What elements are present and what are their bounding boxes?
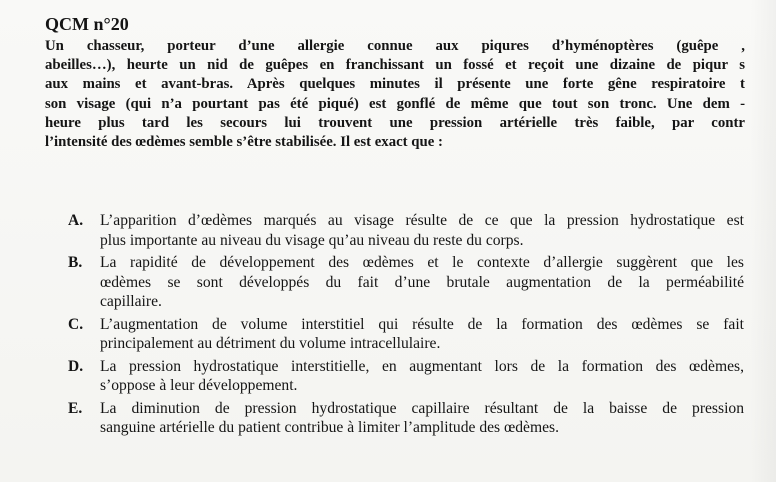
option-letter: E. (68, 399, 83, 417)
option-text (100, 357, 744, 396)
answer-option-d[interactable] (68, 357, 744, 396)
option-letter: B. (68, 254, 83, 271)
stem-line: heure plus tard les secours lui trouvent une pression artérielle très faible, par contr (45, 114, 745, 131)
option-letter: D. (68, 357, 84, 375)
option-text (100, 253, 744, 312)
option-line: principalement au détriment du volume intracellulaire. (100, 335, 441, 352)
option-line: s’oppose à leur développement. (100, 377, 298, 394)
stem-line: son visage (qui n’a pourtant pas été piqué) est gonflé de même que tout son tronc. Une dem - (45, 95, 745, 112)
stem-line: Un chasseur, porteur d’une allergie connue aux piqures d’hyménoptères (guêpe , (45, 38, 745, 54)
option-line: œdèmes se sont développés du fait d’une brutale augmentation de la perméabilité (100, 273, 744, 291)
option-line: La diminution de pression hydrostatique capillaire résultant de la baisse de pression (100, 399, 744, 417)
answer-option-b[interactable] (68, 253, 744, 312)
option-text (100, 315, 744, 354)
option-letter: C. (68, 315, 84, 333)
option-line: plus importante au niveau du visage qu’au niveau du reste du corps. (100, 231, 524, 249)
question-title: QCM n°20 (45, 14, 129, 34)
answer-options (68, 211, 744, 441)
option-line: L’apparition d’œdèmes marqués au visage résulte de ce que la pression hydrostatique est (100, 212, 744, 229)
stem-line: aux mains et avant-bras. Après quelques minutes il présente une forte gêne respiratoire t (45, 76, 745, 93)
answer-option-a[interactable] (68, 211, 744, 250)
option-line: L’augmentation de volume interstitiel qui résulte de la formation des œdèmes se fait (100, 315, 744, 333)
option-line: La rapidité de développement des œdèmes et le contexte d’allergie suggèrent que les (100, 254, 744, 271)
answer-option-c[interactable] (68, 315, 744, 354)
option-line: sanguine artérielle du patient contribue à limiter l’amplitude des œdèmes. (100, 419, 559, 436)
stem-line: abeilles…), heurte un nid de guêpes en franchissant un fossé et reçoit une dizaine de piqur s (45, 57, 745, 74)
scan-edge-shadow (750, 0, 776, 482)
stem-line: l’intensité des œdèmes semble s’être stabilisée. Il est exact que : (45, 133, 443, 150)
option-line: La pression hydrostatique interstitielle, en augmentant lors de la formation des œdèmes, (100, 357, 744, 375)
question-stem (45, 37, 745, 152)
option-letter: A. (68, 212, 84, 229)
option-text (100, 211, 744, 250)
answer-option-e[interactable] (68, 399, 744, 438)
option-text (100, 399, 744, 438)
option-line: capillaire. (100, 293, 162, 310)
